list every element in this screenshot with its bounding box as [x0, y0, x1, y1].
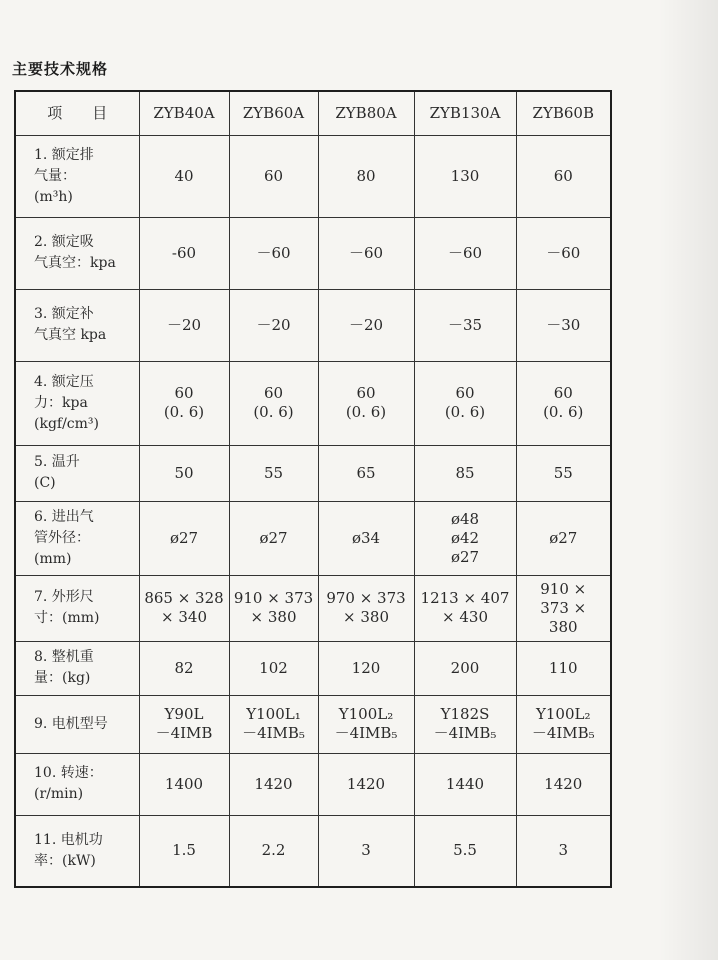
value-line: 380 [548, 617, 578, 636]
value-line: 373 × [540, 598, 587, 617]
row-label-line: 气量： [34, 167, 76, 184]
value-cell [516, 695, 611, 753]
value-cell [414, 135, 516, 217]
value-line: Y90L [164, 705, 204, 723]
value-cell [414, 641, 516, 695]
value-cell [318, 695, 414, 753]
value-line: －30 [546, 315, 581, 334]
value-line: 1420 [544, 774, 583, 793]
value-line: －4IMB₅ [531, 724, 595, 742]
value-line: ø27 [450, 547, 480, 566]
value-line: 1.5 [172, 841, 196, 860]
spec-row [15, 501, 611, 575]
value-line: －60 [546, 243, 581, 262]
value-line: －4IMB [155, 724, 213, 742]
value-line: ø27 [169, 528, 199, 547]
row-label-line: 6. 进出气 [34, 508, 94, 525]
value-cell [516, 135, 611, 217]
header-model-cell: ZYB60B [516, 91, 611, 135]
value-line: Y100L₂ [535, 705, 591, 723]
row-label-cell [15, 289, 139, 361]
value-line: × 340 [161, 608, 207, 626]
row-label-cell [15, 361, 139, 445]
value-cell [139, 575, 229, 641]
spec-row [15, 445, 611, 501]
value-cell [139, 753, 229, 815]
value-cell [318, 575, 414, 641]
header-model-cell: ZYB130A [414, 91, 516, 135]
row-label-line: 5. 温升 [34, 454, 80, 470]
row-label-cell [15, 641, 139, 695]
value-line: 3 [558, 841, 569, 860]
row-label-line: 率：(kW) [34, 852, 96, 869]
value-line: －35 [447, 315, 483, 334]
value-line: 1213 × 407 [420, 589, 510, 607]
value-line: 130 [450, 166, 480, 185]
value-line: Y100L₂ [338, 705, 394, 723]
value-cell [414, 217, 516, 289]
value-cell [414, 289, 516, 361]
value-line: 910 × [540, 579, 587, 598]
row-label-line: 管外径： [34, 529, 90, 546]
value-line: 85 [455, 463, 475, 482]
header-item-cell: 项 目 [15, 91, 139, 135]
row-label-line: 气真空 kpa [34, 327, 107, 343]
row-label-cell [15, 217, 139, 289]
value-line: ø27 [259, 528, 288, 547]
value-line: (0. 6) [543, 403, 584, 421]
value-cell [229, 753, 318, 815]
value-cell [229, 695, 318, 753]
value-cell [318, 361, 414, 445]
value-line: 865 × 328 [144, 589, 224, 607]
spec-row [15, 135, 611, 217]
spec-table [14, 90, 612, 888]
section-heading: 主要技术规格 [12, 60, 109, 78]
row-label-cell [15, 445, 139, 501]
spec-row [15, 289, 611, 361]
value-cell [318, 815, 414, 887]
value-line: 40 [174, 166, 194, 185]
value-cell [414, 695, 516, 753]
value-cell [318, 501, 414, 575]
value-cell [229, 815, 318, 887]
value-line: 60 [263, 384, 284, 402]
value-line: 3 [361, 841, 371, 860]
value-line: ø42 [450, 528, 480, 547]
value-line: 1420 [346, 774, 386, 793]
value-cell [516, 501, 611, 575]
value-line: ø27 [549, 528, 578, 547]
value-line: 60 [553, 384, 573, 402]
value-line: 55 [553, 463, 573, 482]
header-model-cell: ZYB80A [318, 91, 414, 135]
value-cell [139, 445, 229, 501]
value-cell [139, 815, 229, 887]
value-cell [229, 289, 318, 361]
row-label-line: (r/min) [34, 786, 84, 802]
value-cell [516, 575, 611, 641]
value-line: －60 [348, 243, 384, 262]
spec-row [15, 753, 611, 815]
value-cell [229, 445, 318, 501]
value-line: －4IMB₅ [433, 724, 497, 742]
row-label-line: 9. 电机型号 [34, 715, 108, 732]
value-line: (0. 6) [163, 403, 205, 421]
value-line: (0. 6) [444, 403, 486, 421]
row-label-line: 8. 整机重 [34, 649, 94, 665]
value-cell [229, 641, 318, 695]
page-edge-shadow [658, 0, 718, 960]
value-line: × 430 [442, 608, 488, 626]
spec-row [15, 217, 611, 289]
value-line: -60 [171, 243, 197, 262]
row-label-line: (mm) [34, 550, 72, 567]
header-model-cell: ZYB40A [139, 91, 229, 135]
row-label-line: (kgf/cm³) [34, 415, 99, 432]
value-line: 120 [351, 658, 381, 677]
value-line: 55 [263, 463, 284, 482]
value-cell [229, 501, 318, 575]
value-line: 60 [174, 384, 194, 402]
value-line: Y182S [440, 705, 490, 723]
value-line: 5.5 [453, 841, 477, 860]
value-cell [318, 135, 414, 217]
row-label-line: 11. 电机功 [34, 831, 103, 848]
value-cell [318, 753, 414, 815]
value-line: 80 [356, 166, 376, 185]
value-cell [414, 575, 516, 641]
value-line: ø48 [450, 509, 480, 528]
value-cell [139, 501, 229, 575]
row-label-line: 2. 额定吸 [34, 234, 94, 250]
value-cell [414, 361, 516, 445]
value-cell [229, 135, 318, 217]
spec-row [15, 575, 611, 641]
row-label-line: 气真空：kpa [34, 255, 116, 271]
value-line: 82 [174, 658, 194, 677]
row-label-line: (C) [34, 475, 56, 491]
value-cell [229, 361, 318, 445]
value-line: －60 [447, 243, 483, 262]
value-line: × 380 [343, 608, 389, 626]
value-cell [516, 753, 611, 815]
value-cell [516, 815, 611, 887]
value-line: 60 [263, 166, 284, 185]
value-cell [229, 217, 318, 289]
value-line: 60 [455, 384, 475, 402]
row-label-line: 1. 额定排 [34, 146, 94, 163]
spec-row [15, 361, 611, 445]
spec-row [15, 641, 611, 695]
row-label-line: 量：(kg) [34, 670, 91, 686]
value-line: (0. 6) [253, 403, 294, 421]
value-line: －4IMB₅ [242, 724, 305, 742]
value-line: 60 [356, 384, 376, 402]
row-label-line: 10. 转速： [34, 765, 103, 781]
row-label-line: (m³h) [34, 188, 73, 205]
value-cell [414, 445, 516, 501]
value-cell [516, 641, 611, 695]
value-line: ø34 [351, 528, 381, 547]
value-cell [139, 641, 229, 695]
row-label-line: 3. 额定补 [34, 306, 94, 322]
value-line: －20 [256, 315, 291, 334]
value-line: －20 [348, 315, 384, 334]
row-label-cell [15, 501, 139, 575]
value-line: 65 [356, 463, 376, 482]
value-line: 60 [553, 166, 573, 185]
value-line: 200 [450, 658, 480, 677]
value-line: 1440 [445, 774, 485, 793]
row-label-line: 寸：(mm) [34, 610, 100, 626]
value-line: × 380 [250, 608, 297, 626]
value-cell [318, 217, 414, 289]
value-line: Y100L₁ [246, 705, 301, 723]
header-model-cell: ZYB60A [229, 91, 318, 135]
value-cell [318, 289, 414, 361]
value-cell [414, 501, 516, 575]
value-line: 2.2 [261, 841, 286, 860]
value-cell [516, 217, 611, 289]
spec-row [15, 815, 611, 887]
value-cell [318, 641, 414, 695]
row-label-cell [15, 135, 139, 217]
value-line: 1400 [164, 774, 204, 793]
spec-row [15, 695, 611, 753]
value-line: 910 × 373 [233, 589, 314, 607]
value-cell [516, 445, 611, 501]
value-line: (0. 6) [345, 403, 387, 421]
value-cell [516, 361, 611, 445]
value-line: 110 [548, 658, 578, 677]
row-label-cell [15, 753, 139, 815]
row-label-line: 4. 额定压 [34, 373, 94, 390]
value-cell [139, 695, 229, 753]
row-label-cell [15, 815, 139, 887]
value-line: 50 [174, 463, 194, 482]
value-cell [516, 289, 611, 361]
value-cell [139, 217, 229, 289]
value-cell [414, 753, 516, 815]
value-line: －4IMB₅ [334, 724, 398, 742]
value-cell [139, 135, 229, 217]
value-cell [318, 445, 414, 501]
value-cell [139, 289, 229, 361]
header-row [15, 91, 611, 135]
value-cell [414, 815, 516, 887]
value-line: 970 × 373 [326, 589, 406, 607]
row-label-line: 7. 外形尺 [34, 589, 94, 605]
value-line: 1420 [254, 774, 293, 793]
value-line: 102 [259, 658, 288, 677]
value-cell [229, 575, 318, 641]
row-label-line: 力：kpa [34, 394, 88, 411]
value-cell [139, 361, 229, 445]
value-line: －20 [166, 315, 202, 334]
row-label-cell [15, 695, 139, 753]
row-label-cell [15, 575, 139, 641]
value-line: －60 [256, 243, 291, 262]
